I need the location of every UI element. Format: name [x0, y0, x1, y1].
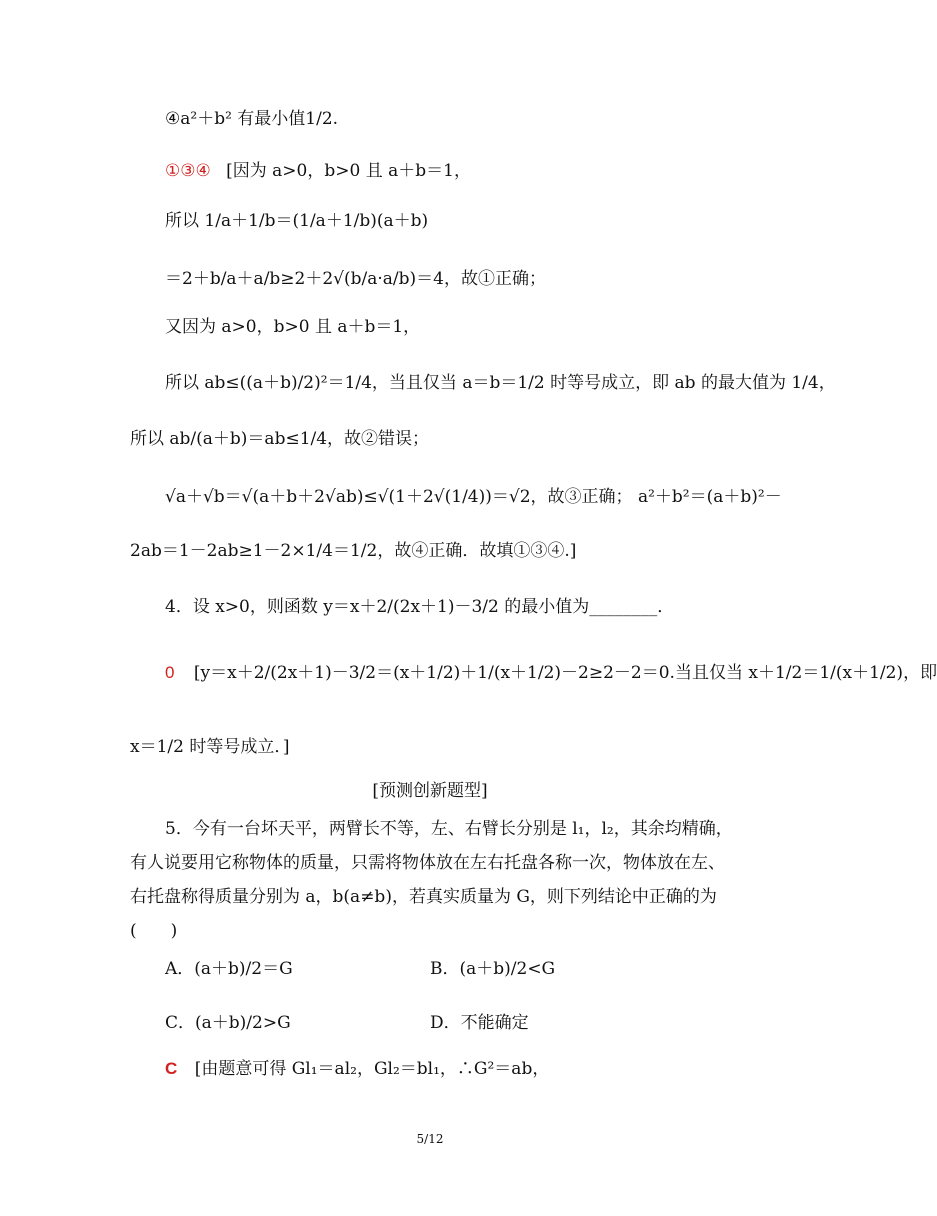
question-5-line-1: 5．今有一台坏天平，两臂长不等，左、右臂长分别是 l₁，l₂，其余均精确， [165, 819, 733, 839]
answer-4-text: [y＝x＋2/(2x＋1)－3/2＝(x＋1/2)＋1/(x＋1/2)－2≥2－2＝0.当且仅当 x＋1/2＝1/(x＋1/2)，即 [193, 663, 937, 683]
answer-line [165, 160, 471, 182]
page-number: 5/12 [416, 1132, 444, 1146]
question-4: 4．设 x>0，则函数 y＝x＋2/(2x＋1)－3/2 的最小值为________． [165, 597, 675, 617]
solution-line-9: 2ab＝1－2ab≥1－2×1/4＝1/2，故④正确．故填①③④.] [130, 541, 577, 561]
solution-line-4: ＝2＋b/a＋a/b≥2＋2√(b/a·a/b)＝4，故①正确； [165, 269, 546, 289]
solution-line-8: √a＋√b＝√(a＋b＋2√ab)≤√(1＋2√(1/4))＝√2，故③正确； a²＋b²＝(a＋b)²－ [165, 487, 782, 507]
option-b: B．(a＋b)/2<G [430, 959, 556, 979]
answer-5-line [165, 1058, 549, 1080]
answer-label: ①③④ [165, 161, 211, 180]
question-5-line-4: ( ) [130, 921, 178, 941]
answer-4-end: x＝1/2 时等号成立．] [130, 737, 290, 757]
option-c: C．(a＋b)/2>G [165, 1013, 291, 1033]
answer-5-label: C [165, 1059, 178, 1078]
item-4-text: ④a²＋b² 有最小值1/2. [165, 109, 339, 129]
option-a: A．(a＋b)/2＝G [165, 959, 293, 979]
answer-4-label: 0 [165, 663, 175, 682]
answer-text: [因为 a>0，b>0 且 a＋b＝1， [226, 161, 471, 181]
question-5-line-3: 右托盘称得质量分别为 a，b(a≠b)，若真实质量为 G，则下列结论中正确的为 [130, 887, 717, 907]
solution-line-3: 所以 1/a＋1/b＝(1/a＋1/b)(a＋b) [165, 211, 429, 231]
question-5-line-2: 有人说要用它称物体的质量，只需将物体放在左右托盘各称一次，物体放在左、 [130, 853, 725, 873]
answer-4-line [165, 662, 937, 684]
section-heading: [预测创新题型] [372, 781, 488, 801]
solution-line-5: 又因为 a>0，b>0 且 a＋b＝1， [165, 317, 421, 337]
answer-5-text: [由题意可得 Gl₁＝al₂，Gl₂＝bl₁，∴G²＝ab， [194, 1059, 550, 1079]
solution-line-7: 所以 ab/(a＋b)＝ab≤1/4，故②错误； [130, 429, 430, 449]
option-d: D．不能确定 [430, 1013, 529, 1033]
solution-line-6: 所以 ab≤((a＋b)/2)²＝1/4，当且仅当 a＝b＝1/2 时等号成立，即 ab 的最大值为 1/4， [165, 373, 836, 393]
